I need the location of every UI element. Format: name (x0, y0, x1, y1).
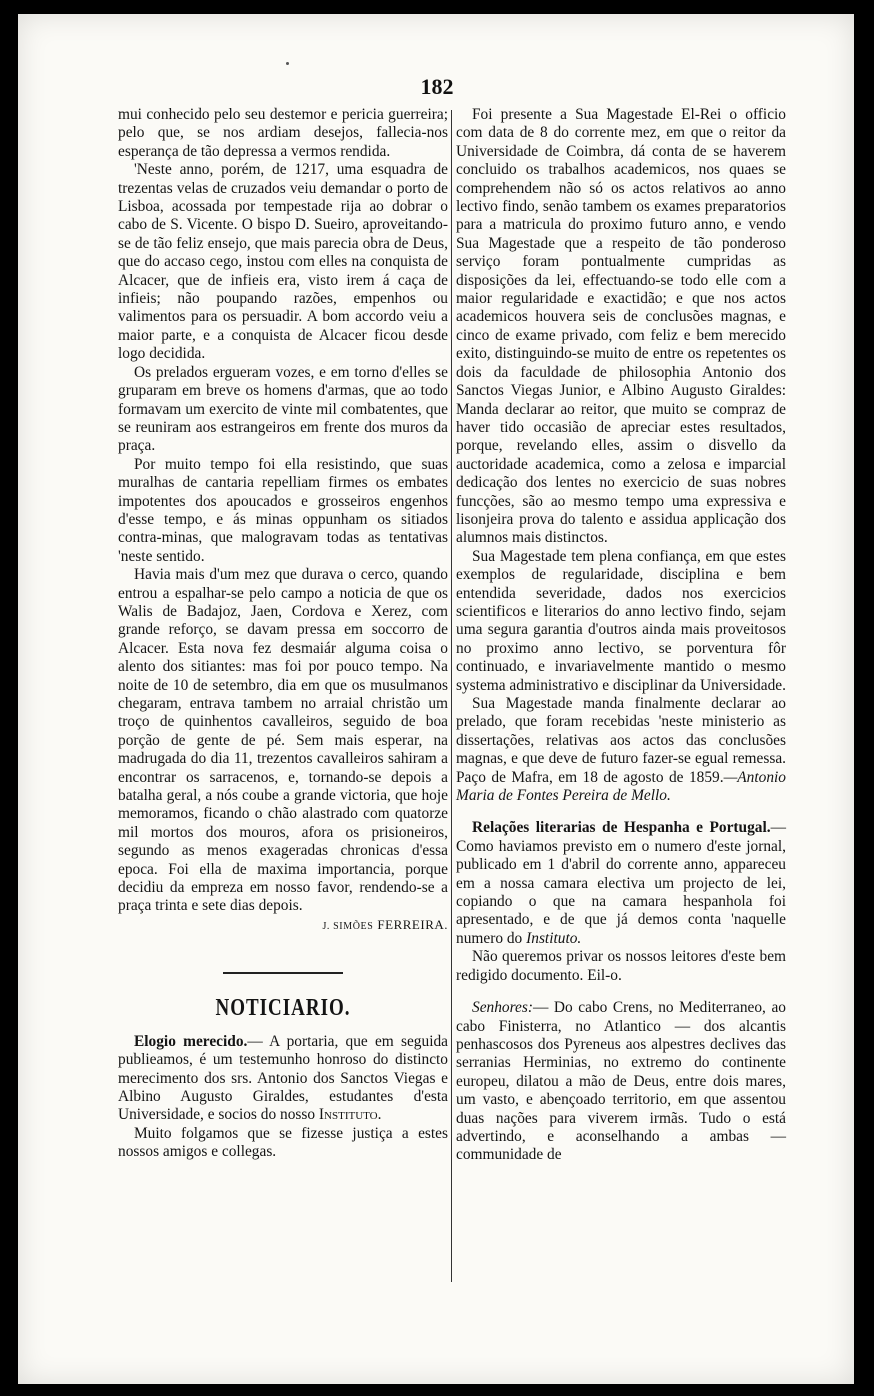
address-text: — Do cabo Crens, no Mediterraneo, ao cabo Finisterra, no Atlantico — dos alcantis penhascosos dos Pyreneus aos alpestres declives das serranias Herminias, no extremo do continente europeu, dilatou a mão de Deus, entre dois mares, um vasto, e abençoado territorio, em que assentou duas nações para viverem irmãs. Tudo o está advertindo, e aconselhando a ambas — communidade de (456, 999, 786, 1164)
signature-initials: J. SIMÕES (322, 920, 374, 932)
left-column (118, 106, 448, 1162)
paragraph: 'Neste anno, porém, de 1217, uma esquadra de trezentas velas de cruzados veiu demandar o porto de Lisboa, acossada por tempestade rija ao dobrar o cabo de S. Vicente. O bispo D. Sueiro, aproveitando-se de tão feliz ensejo, que mais parecia obra de Deus, que do accaso cego, instou com elles na conquista de Alcacer, que de infieis era, visto irem á caça de infieis; não poupando razões, empenhos ou valimentos para os persuadir. A bom accordo veiu a maior parte, e a conquista de Alcacer ficou desde logo decidida. (118, 161, 448, 363)
ink-speck (286, 62, 289, 65)
paragraph: Não queremos privar os nossos leitores d'este bem redigido documento. Eil-o. (456, 948, 786, 984)
paragraph: Muito folgamos que se fizesse justiça a estes nossos amigos e collegas. (118, 1124, 448, 1161)
decree-text: Sua Magestade manda finalmente declarar ao prelado, que foram recebidas 'neste ministerio as dissertações, relativas aos actos das conclusões magnas, e que deve de futuro fazer-se egual remessa. Paço de Mafra, em 18 de agosto de 1859. (456, 695, 786, 786)
column-divider (451, 110, 452, 1282)
institute-name: Instituto. (318, 1106, 382, 1124)
news-item-text: — A portaria, que em seguida publieamos, é um testemunho honroso do distincto merecimento dos srs. Antonio dos Sanctos Viegas e Albino Augusto Giraldes, estudantes d'esta Universidade, e socios do nosso (118, 1032, 448, 1124)
news-item (456, 819, 786, 948)
address-lead: Senhores: (472, 999, 533, 1017)
paragraph: Por muito tempo foi ella resistindo, que suas muralhas de cantaria repelliam firmes os embates impotentes dos apoucados e grosseiros engenhos d'esse tempo, e ás minas oppunham os sitiados contra-minas, que malogravam todas as tentativas 'neste sentido. (118, 455, 448, 565)
paragraph: mui conhecido pelo seu destemor e pericia guerreira; pelo que, se nos ardiam desejos, fallecia-nos esperança de tão depressa a vermos rendida. (118, 106, 448, 160)
right-column (456, 106, 786, 1165)
page-number: 182 (420, 74, 454, 99)
paragraph: Os prelados ergueram vozes, e em torno d'elles se gruparam em breve os homens d'armas, que ao todo formavam um exercito de vinte mil combatentes, que se reuniram aos estrangeiros em frente dos muros da praça. (118, 363, 448, 455)
section-title: NOTICIARIO. (215, 995, 351, 1022)
decree-signatory: —Antonio Maria de Fontes Pereira de Mello. (456, 768, 786, 805)
news-item (118, 1033, 448, 1125)
paragraph: Foi presente a Sua Magestade El-Rei o officio com data de 8 do corrente mez, em que o reitor da Universidade de Coimbra, dá conta de se haverem concluido os trabalhos academicos, nos quaes se comprehendem não só os actos relativos ao anno lectivo findo, senão tambem os exames preparatorios para a matricula do proximo futuro anno, e vendo Sua Magestade que a respeito de tão ponderoso serviço foram pontualmente cumpridas as disposições da lei, effectuando-se todo elle com a maior regularidade e exactidão; e que nos actos academicos houvera seis de conclusões magnas, e cinco de exame privado, com feliz e bem merecido exito, distinguindo-se muito de entre os repetentes os dois da faculdade de philosophia Antonio dos Sanctos Viegas Junior, e Albino Augusto Giraldes: Manda declarar ao reitor, que muito se compraz de haver tido occasião de apreciar estes resultados, porque, revelando elles, assim o disvello da auctoridade academica, como a zelosa e imparcial dedicação dos lentes no exercicio de suas nobres funcções, são ao mesmo tempo uma expressiva e lisonjeira prova do talento e assidua applicação dos alumnos mais distinctos. (456, 106, 786, 547)
section-rule (223, 972, 343, 974)
paragraph (456, 695, 786, 805)
paragraph: Havia mais d'um mez que durava o cerco, quando entrou a espalhar-se pelo campo a noticia de que os Walis de Badajoz, Jaen, Cordova e Xerez, com grande reforço, se davam pressa em soccorro de Alcacer. Esta nova fez desmaiár alguma coisa o alento dos sitiantes: mas foi por pouco tempo. Na noite de 10 de setembro, dia em que os musulmanos chegaram, entrava tambem no arraial christão um troço de quinhentos cavalleiros, seguido de boa porção de gente de pé. Sem mais esperar, na madrugada do dia 11, trezentos cavalleiros sahiram a encontrar os sarracenos, e, tornando-se depois a batalha geral, a nós coube a grande victoria, que hoje memoramos, ficando o chão alastrado com quatorze mil mortos dos mouros, afora os prisioneiros, segundo as menos exageradas chronicas d'essa epoca. Foi ella de maxima importancia, porque decidiu da empreza em nosso favor, rendendo-se a praça trinta e sete dias depois. (118, 566, 448, 915)
news-item-heading: Relações literarias de Hespanha e Portugal. (472, 819, 771, 837)
news-item-text: — Como haviamos previsto em o numero d'este jornal, publicado em 1 d'abril do corrente anno, appareceu em a nossa camara electiva um projecto de lei, copiando o que na camara hespanhola foi apresentado, e de que já demos conta 'naquelle numero do (456, 819, 786, 947)
paragraph: Sua Magestade tem plena confiança, em que estes exemplos de regularidade, disciplina e bem entendida severidade, dados nos exercicios scientificos e literarios do anno lectivo findo, sejam uma segura garantia d'outros ainda mais proveitosos no proximo anno lectivo, se porventura fôr continuado, e invariavelmente mantido o mesmo systema administrativo e disciplinar da Universidade. (456, 547, 786, 694)
author-signature (118, 916, 448, 936)
institute-name: Instituto. (526, 929, 582, 947)
news-item-heading: Elogio merecido. (134, 1032, 248, 1050)
paragraph (456, 999, 786, 1165)
signature-name: FERREIRA. (377, 916, 448, 932)
